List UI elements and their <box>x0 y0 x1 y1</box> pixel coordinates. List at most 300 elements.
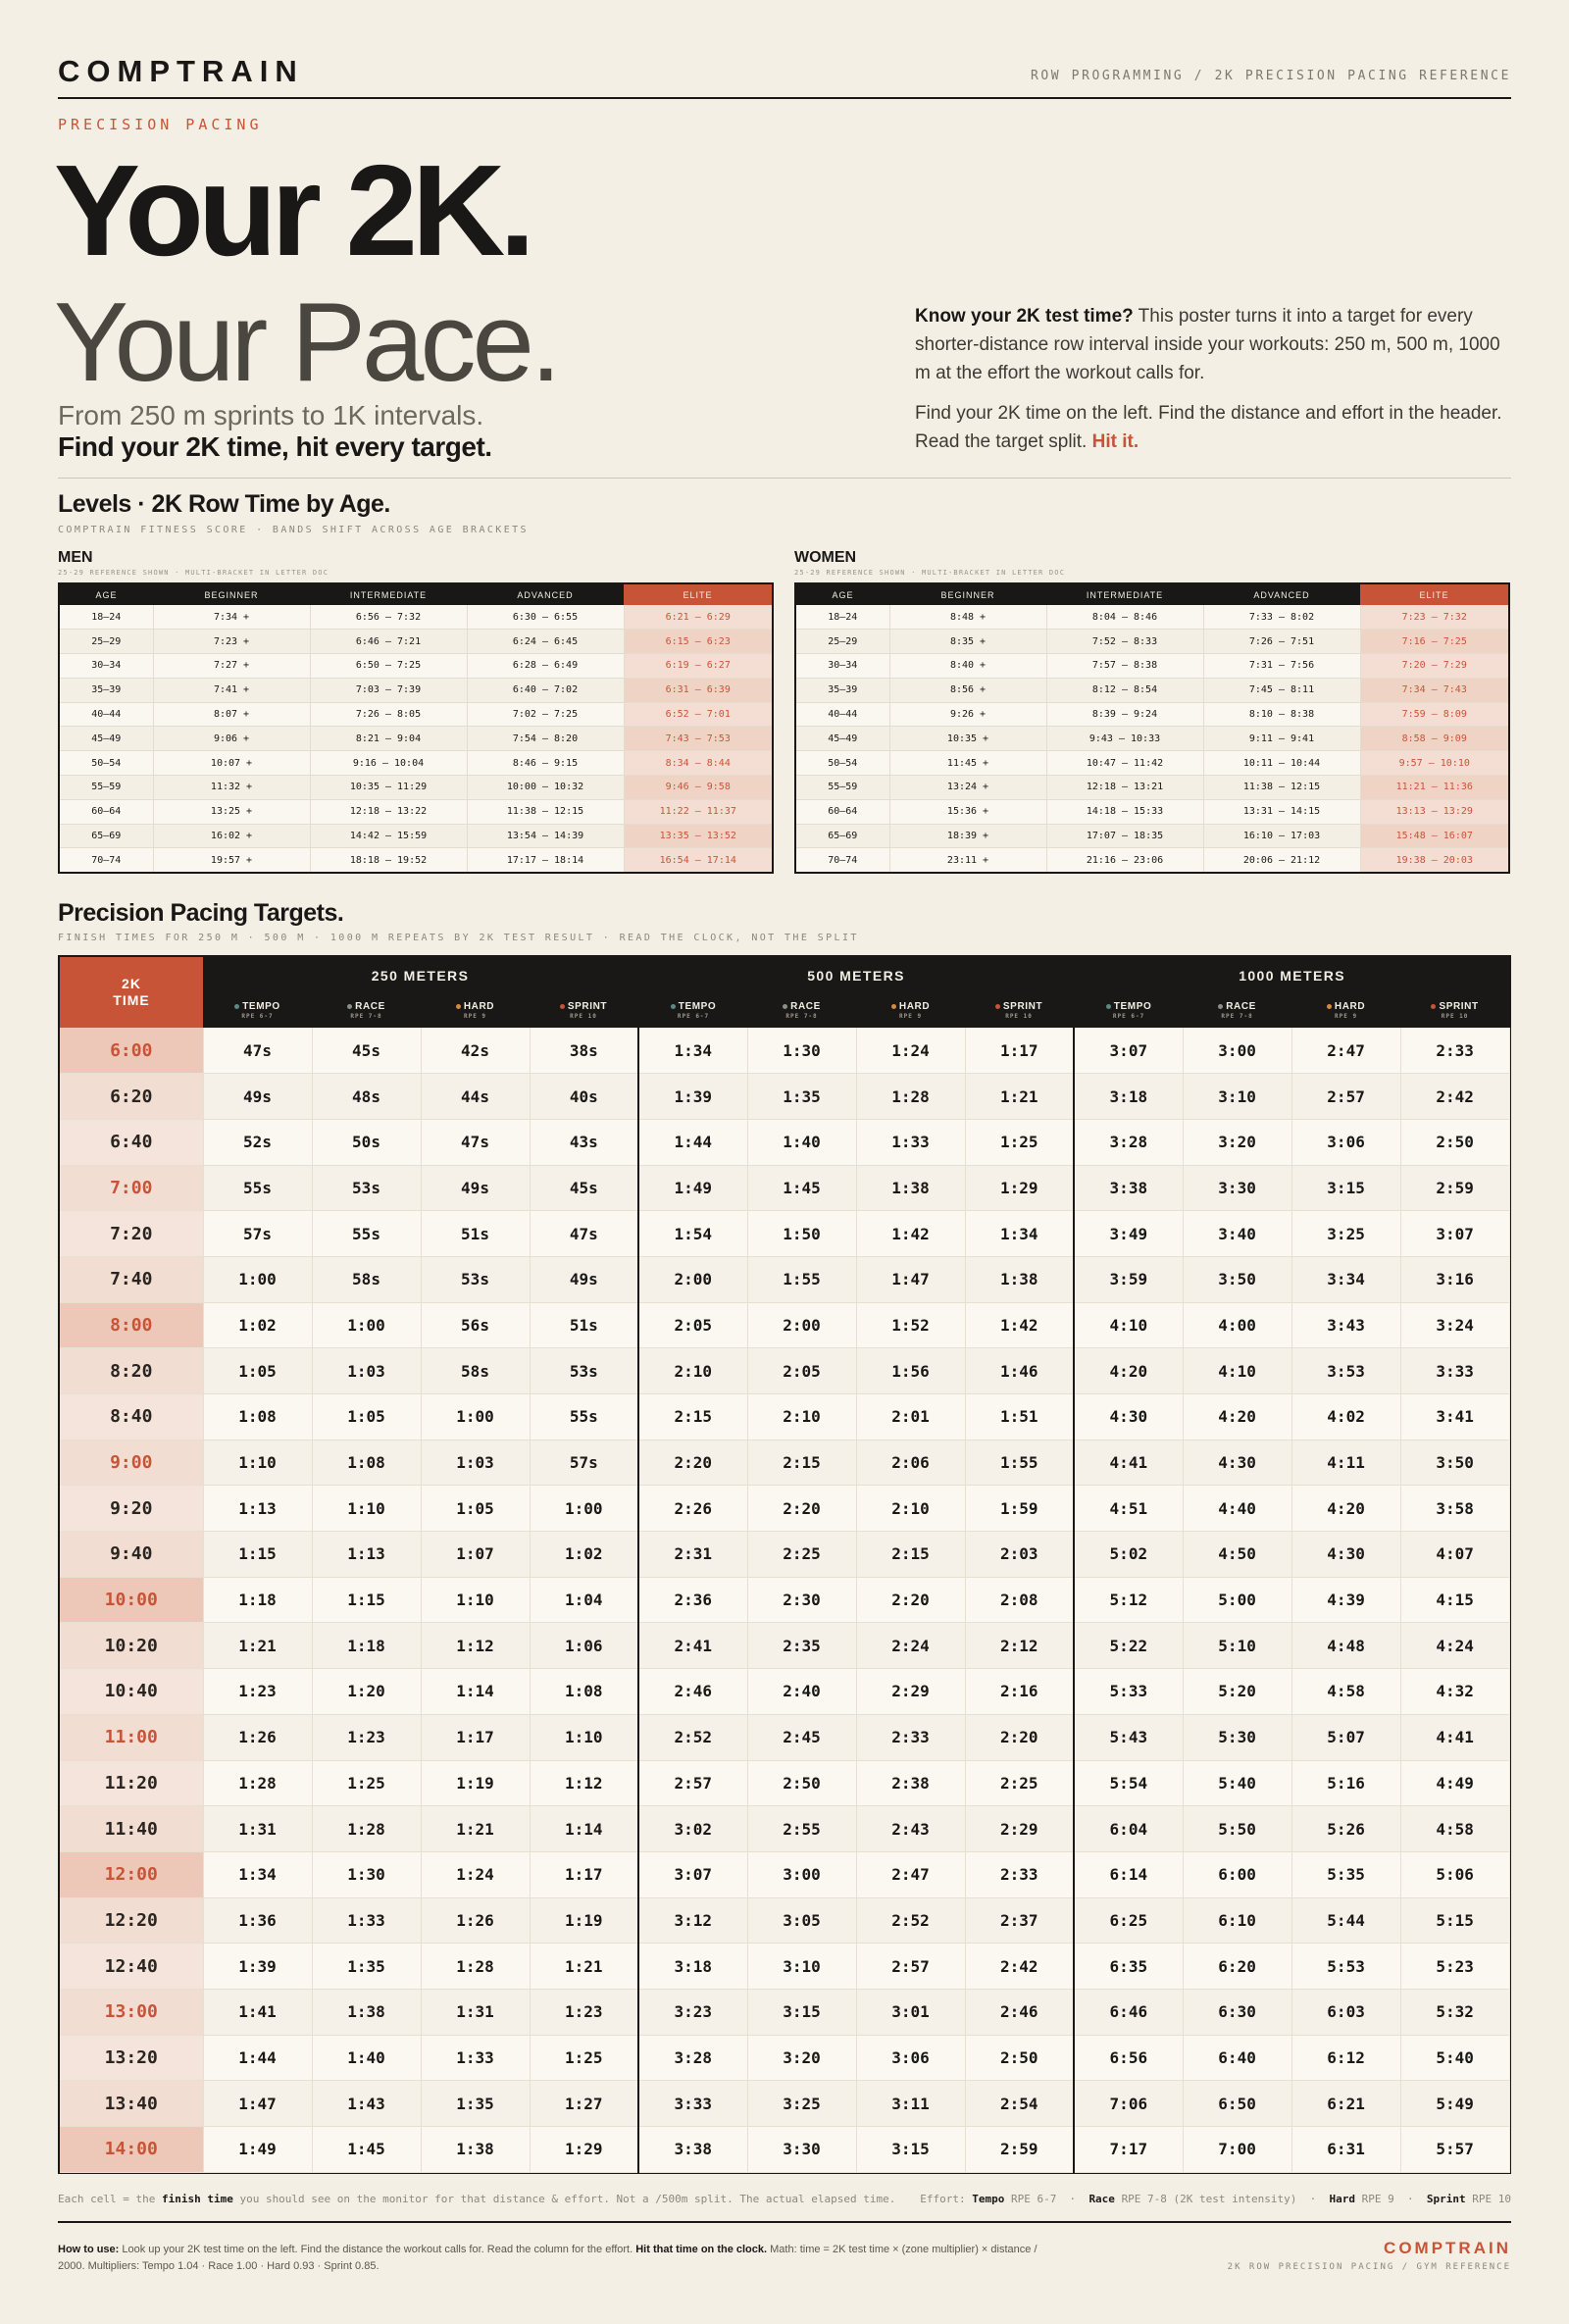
target-time-cell: 1:49 <box>638 1165 747 1211</box>
target-time-cell: 2:30 <box>747 1577 856 1623</box>
target-time-cell: 1:38 <box>312 1989 421 2035</box>
table-row <box>60 1577 1509 1623</box>
target-time-cell: 3:50 <box>1400 1440 1509 1486</box>
target-time-cell: 2:08 <box>965 1577 1074 1623</box>
level-cell: 10:11 – 10:44 <box>1203 751 1360 776</box>
target-time-cell: 5:23 <box>1400 1944 1509 1990</box>
page-title-second-line: Your Pace. <box>54 280 558 405</box>
target-time-cell: 2:50 <box>965 2035 1074 2081</box>
target-time-cell: 1:38 <box>965 1256 1074 1302</box>
table-row <box>60 1851 1509 1897</box>
target-time-cell: 1:33 <box>856 1119 965 1165</box>
target-time-cell: 4:10 <box>1074 1302 1183 1348</box>
target-time-cell: 1:02 <box>530 1532 638 1578</box>
target-time-cell: 2:57 <box>856 1944 965 1990</box>
table-row <box>795 678 1509 702</box>
target-time-cell: 1:04 <box>530 1577 638 1623</box>
target-time-cell: 2:12 <box>965 1623 1074 1669</box>
age-cell: 60–64 <box>795 799 889 824</box>
zone-rpe: RPE 10 <box>570 1013 597 1020</box>
target-time-cell: 1:10 <box>530 1714 638 1760</box>
zone-label: RACE <box>747 1001 856 1012</box>
level-cell: 9:46 – 9:58 <box>624 776 773 800</box>
test-time-cell: 11:00 <box>60 1714 203 1760</box>
level-cell: 10:07 + <box>153 751 310 776</box>
intro-instructions: Find your 2K time on the left. Find the distance and effort in the header. Read the target split. <box>915 403 1502 452</box>
level-cell: 15:36 + <box>889 799 1046 824</box>
target-time-cell: 3:07 <box>1400 1211 1509 1257</box>
level-cell: 13:54 – 14:39 <box>467 824 624 848</box>
target-time-cell: 3:11 <box>856 2081 965 2127</box>
target-time-cell: 4:20 <box>1291 1486 1400 1532</box>
effort-tempo-rpe: RPE 6-7 <box>1010 2193 1057 2205</box>
age-cell: 55–59 <box>795 776 889 800</box>
level-cell: 7:27 + <box>153 654 310 679</box>
table-row <box>795 702 1509 727</box>
target-time-cell: 52s <box>203 1119 312 1165</box>
target-time-cell: 6:35 <box>1074 1944 1183 1990</box>
test-time-cell: 12:00 <box>60 1851 203 1897</box>
target-time-cell: 5:49 <box>1400 2081 1509 2127</box>
zone-rpe: RPE 9 <box>463 1013 487 1020</box>
target-time-cell: 1:17 <box>421 1714 530 1760</box>
target-time-cell: 1:06 <box>530 1623 638 1669</box>
level-cell: 6:52 – 7:01 <box>624 702 773 727</box>
target-time-cell: 1:35 <box>421 2081 530 2127</box>
test-time-cell: 6:40 <box>60 1119 203 1165</box>
target-time-cell: 3:23 <box>638 1989 747 2035</box>
level-cell: 7:23 + <box>153 630 310 654</box>
table-row <box>795 630 1509 654</box>
target-time-cell: 1:21 <box>965 1074 1074 1120</box>
target-time-cell: 1:10 <box>421 1577 530 1623</box>
table-row <box>60 2035 1509 2081</box>
age-cell: 60–64 <box>59 799 153 824</box>
target-time-cell: 7:17 <box>1074 2127 1183 2173</box>
table-row <box>60 2127 1509 2173</box>
target-time-cell: 43s <box>530 1119 638 1165</box>
women-note: 25-29 REFERENCE SHOWN · MULTI-BRACKET IN LETTER DOC <box>794 569 1066 577</box>
level-cell: 11:38 – 12:15 <box>467 799 624 824</box>
table-row <box>59 776 773 800</box>
target-time-cell: 1:28 <box>312 1806 421 1852</box>
target-time-cell: 4:30 <box>1183 1440 1291 1486</box>
zone-label: SPRINT <box>965 1001 1073 1012</box>
target-time-cell: 2:01 <box>856 1394 965 1440</box>
level-cell: 11:32 + <box>153 776 310 800</box>
target-time-cell: 49s <box>530 1256 638 1302</box>
divider <box>58 478 1511 479</box>
target-time-cell: 2:46 <box>965 1989 1074 2035</box>
level-cell: 8:46 – 9:15 <box>467 751 624 776</box>
target-time-cell: 3:15 <box>747 1989 856 2035</box>
level-cell: 13:13 – 13:29 <box>1360 799 1509 824</box>
target-time-cell: 1:08 <box>203 1394 312 1440</box>
zone-header-race <box>312 993 421 1028</box>
target-time-cell: 1:33 <box>312 1897 421 1944</box>
target-time-cell: 2:33 <box>965 1851 1074 1897</box>
test-time-cell: 13:40 <box>60 2081 203 2127</box>
target-time-cell: 5:35 <box>1291 1851 1400 1897</box>
target-time-cell: 1:44 <box>203 2035 312 2081</box>
target-time-cell: 1:45 <box>747 1165 856 1211</box>
level-cell: 20:06 – 21:12 <box>1203 848 1360 873</box>
target-time-cell: 5:22 <box>1074 1623 1183 1669</box>
target-time-cell: 3:07 <box>638 1851 747 1897</box>
age-cell: 35–39 <box>795 678 889 702</box>
zone-header-hard <box>1291 993 1400 1028</box>
target-time-cell: 38s <box>530 1028 638 1074</box>
target-time-cell: 1:07 <box>421 1532 530 1578</box>
target-time-cell: 3:07 <box>1074 1028 1183 1074</box>
level-cell: 16:02 + <box>153 824 310 848</box>
target-time-cell: 1:55 <box>747 1256 856 1302</box>
target-time-cell: 4:49 <box>1400 1760 1509 1806</box>
target-time-cell: 1:00 <box>421 1394 530 1440</box>
target-time-cell: 6:25 <box>1074 1897 1183 1944</box>
target-time-cell: 1:46 <box>965 1348 1074 1394</box>
target-time-cell: 6:46 <box>1074 1989 1183 2035</box>
zone-rpe: RPE 6-7 <box>1112 1013 1145 1020</box>
target-time-cell: 2:57 <box>1291 1074 1400 1120</box>
target-time-cell: 1:34 <box>965 1211 1074 1257</box>
level-cell: 8:35 + <box>889 630 1046 654</box>
intro-lead: Know your 2K test time? <box>915 306 1134 327</box>
target-time-cell: 49s <box>421 1165 530 1211</box>
column-header-elite: ELITE <box>624 583 773 605</box>
men-label: MEN <box>58 549 93 566</box>
target-time-cell: 1:28 <box>203 1760 312 1806</box>
level-cell: 23:11 + <box>889 848 1046 873</box>
effort-hard: Hard <box>1329 2193 1355 2205</box>
zone-dot-icon <box>560 1004 565 1009</box>
target-time-cell: 1:27 <box>530 2081 638 2127</box>
target-time-cell: 58s <box>312 1256 421 1302</box>
table-row <box>60 1074 1509 1120</box>
target-time-cell: 3:20 <box>747 2035 856 2081</box>
target-time-cell: 2:35 <box>747 1623 856 1669</box>
test-time-cell: 10:00 <box>60 1577 203 1623</box>
level-cell: 6:50 – 7:25 <box>310 654 467 679</box>
target-time-cell: 5:57 <box>1400 2127 1509 2173</box>
test-time-cell: 13:00 <box>60 1989 203 2035</box>
test-time-cell: 7:00 <box>60 1165 203 1211</box>
corner-line-2: TIME <box>113 992 150 1008</box>
target-time-cell: 6:10 <box>1183 1897 1291 1944</box>
target-time-cell: 3:50 <box>1183 1256 1291 1302</box>
test-time-cell: 8:00 <box>60 1302 203 1348</box>
men-levels-table <box>58 582 774 874</box>
target-time-cell: 3:10 <box>1183 1074 1291 1120</box>
target-time-cell: 51s <box>530 1302 638 1348</box>
column-header-age: AGE <box>795 583 889 605</box>
target-time-cell: 4:11 <box>1291 1440 1400 1486</box>
level-cell: 8:07 + <box>153 702 310 727</box>
level-cell: 8:58 – 9:09 <box>1360 727 1509 751</box>
level-cell: 7:26 – 7:51 <box>1203 630 1360 654</box>
level-cell: 17:17 – 18:14 <box>467 848 624 873</box>
target-time-cell: 55s <box>312 1211 421 1257</box>
effort-sprint-rpe: RPE 10 <box>1472 2193 1511 2205</box>
zone-dot-icon <box>1431 1004 1436 1009</box>
target-time-cell: 1:21 <box>203 1623 312 1669</box>
target-time-cell: 4:41 <box>1074 1440 1183 1486</box>
table-row <box>59 848 773 873</box>
target-time-cell: 3:02 <box>638 1806 747 1852</box>
target-time-cell: 1:55 <box>965 1440 1074 1486</box>
age-cell: 40–44 <box>795 702 889 727</box>
target-time-cell: 5:06 <box>1400 1851 1509 1897</box>
table-row <box>59 727 773 751</box>
level-cell: 7:34 – 7:43 <box>1360 678 1509 702</box>
target-time-cell: 1:28 <box>421 1944 530 1990</box>
kicker: PRECISION PACING <box>58 116 263 133</box>
test-time-cell: 9:20 <box>60 1486 203 1532</box>
target-time-cell: 1:08 <box>312 1440 421 1486</box>
age-cell: 25–29 <box>795 630 889 654</box>
target-time-cell: 1:12 <box>530 1760 638 1806</box>
level-cell: 7:31 – 7:56 <box>1203 654 1360 679</box>
table-row <box>795 654 1509 679</box>
column-header-beginner: BEGINNER <box>889 583 1046 605</box>
target-time-cell: 1:34 <box>203 1851 312 1897</box>
level-cell: 7:45 – 8:11 <box>1203 678 1360 702</box>
target-time-cell: 5:00 <box>1183 1577 1291 1623</box>
target-time-cell: 3:16 <box>1400 1256 1509 1302</box>
howto-text: Look up your 2K test time on the left. Find the distance the workout calls for. Read the column for the effort. <box>119 2244 636 2255</box>
target-time-cell: 1:05 <box>203 1348 312 1394</box>
level-cell: 6:40 – 7:02 <box>467 678 624 702</box>
target-time-cell: 2:24 <box>856 1623 965 1669</box>
target-time-cell: 2:00 <box>638 1256 747 1302</box>
target-time-cell: 2:20 <box>747 1486 856 1532</box>
women-label: WOMEN <box>794 549 857 566</box>
zone-header-sprint <box>530 993 638 1028</box>
level-cell: 10:47 – 11:42 <box>1046 751 1203 776</box>
level-cell: 7:33 – 8:02 <box>1203 605 1360 630</box>
target-time-cell: 6:14 <box>1074 1851 1183 1897</box>
table-row <box>60 1486 1509 1532</box>
target-time-cell: 1:34 <box>638 1028 747 1074</box>
footer-breadcrumb: 2K ROW PRECISION PACING / GYM REFERENCE <box>1227 2262 1511 2272</box>
zone-header-hard <box>421 993 530 1028</box>
target-time-cell: 2:29 <box>856 1669 965 1715</box>
level-cell: 6:15 – 6:23 <box>624 630 773 654</box>
target-time-cell: 47s <box>421 1119 530 1165</box>
zone-rpe: RPE 9 <box>1335 1013 1358 1020</box>
target-time-cell: 2:52 <box>638 1714 747 1760</box>
target-time-cell: 3:05 <box>747 1897 856 1944</box>
target-time-cell: 1:47 <box>203 2081 312 2127</box>
age-cell: 50–54 <box>795 751 889 776</box>
target-time-cell: 40s <box>530 1074 638 1120</box>
level-cell: 15:48 – 16:07 <box>1360 824 1509 848</box>
age-cell: 45–49 <box>59 727 153 751</box>
level-cell: 11:21 – 11:36 <box>1360 776 1509 800</box>
target-time-cell: 1:31 <box>421 1989 530 2035</box>
level-cell: 12:18 – 13:22 <box>310 799 467 824</box>
target-time-cell: 1:38 <box>421 2127 530 2173</box>
target-time-cell: 3:41 <box>1400 1394 1509 1440</box>
target-time-cell: 49s <box>203 1074 312 1120</box>
target-time-cell: 1:24 <box>856 1028 965 1074</box>
target-time-cell: 2:05 <box>747 1348 856 1394</box>
level-cell: 16:54 – 17:14 <box>624 848 773 873</box>
test-time-cell: 12:20 <box>60 1897 203 1944</box>
target-time-cell: 4:41 <box>1400 1714 1509 1760</box>
target-time-cell: 1:05 <box>312 1394 421 1440</box>
zone-header-sprint <box>1400 993 1509 1028</box>
zone-label: RACE <box>1183 1001 1291 1012</box>
target-time-cell: 1:02 <box>203 1302 312 1348</box>
target-time-cell: 1:14 <box>421 1669 530 1715</box>
test-time-cell: 12:40 <box>60 1944 203 1990</box>
target-time-cell: 53s <box>421 1256 530 1302</box>
level-cell: 9:26 + <box>889 702 1046 727</box>
level-cell: 13:25 + <box>153 799 310 824</box>
intro-body: This poster turns it into a target for every shorter-distance row interval inside your workouts: 250 m, 500 m, 1000 m at the effort the workout calls for. <box>915 306 1500 383</box>
level-cell: 9:43 – 10:33 <box>1046 727 1203 751</box>
level-cell: 7:41 + <box>153 678 310 702</box>
level-cell: 11:45 + <box>889 751 1046 776</box>
footer-divider <box>58 2221 1511 2223</box>
effort-tempo: Tempo <box>972 2193 1005 2205</box>
level-cell: 7:54 – 8:20 <box>467 727 624 751</box>
table-row <box>795 799 1509 824</box>
target-time-cell: 2:25 <box>747 1532 856 1578</box>
target-time-cell: 4:30 <box>1074 1394 1183 1440</box>
target-time-cell: 1:39 <box>203 1944 312 1990</box>
target-time-cell: 3:40 <box>1183 1211 1291 1257</box>
level-cell: 8:40 + <box>889 654 1046 679</box>
table-row <box>795 776 1509 800</box>
target-time-cell: 2:55 <box>747 1806 856 1852</box>
subtitle-bold: Find your 2K time, hit every target. <box>58 431 492 462</box>
target-time-cell: 1:40 <box>312 2035 421 2081</box>
target-time-cell: 3:28 <box>1074 1119 1183 1165</box>
test-time-cell: 8:20 <box>60 1348 203 1394</box>
effort-legend: Effort: Tempo RPE 6-7 · Race RPE 7-8 (2K test intensity) · Hard RPE 9 · Sprint RPE 10 <box>920 2193 1511 2205</box>
level-cell: 7:26 – 8:05 <box>310 702 467 727</box>
target-time-cell: 5:10 <box>1183 1623 1291 1669</box>
target-time-cell: 1:25 <box>965 1119 1074 1165</box>
header-bar <box>58 54 1511 99</box>
target-time-cell: 2:33 <box>856 1714 965 1760</box>
table-row <box>60 1806 1509 1852</box>
level-cell: 10:35 – 11:29 <box>310 776 467 800</box>
table-row <box>795 848 1509 873</box>
table-row <box>795 605 1509 630</box>
level-cell: 8:04 – 8:46 <box>1046 605 1203 630</box>
target-time-cell: 5:40 <box>1183 1760 1291 1806</box>
target-time-cell: 1:00 <box>203 1256 312 1302</box>
page-title: Your 2K. <box>54 138 530 282</box>
table-row <box>60 1256 1509 1302</box>
level-cell: 8:34 – 8:44 <box>624 751 773 776</box>
age-cell: 65–69 <box>795 824 889 848</box>
target-time-cell: 6:31 <box>1291 2127 1400 2173</box>
effort-sprint: Sprint <box>1426 2193 1466 2205</box>
table-row <box>60 1623 1509 1669</box>
table-row <box>60 1440 1509 1486</box>
target-time-cell: 2:20 <box>856 1577 965 1623</box>
target-time-cell: 1:19 <box>421 1760 530 1806</box>
target-time-cell: 55s <box>203 1165 312 1211</box>
target-time-cell: 1:23 <box>203 1669 312 1715</box>
corner-line-1: 2K <box>122 976 141 991</box>
target-time-cell: 1:33 <box>421 2035 530 2081</box>
target-time-cell: 2:59 <box>1400 1165 1509 1211</box>
level-cell: 6:28 – 6:49 <box>467 654 624 679</box>
target-time-cell: 1:28 <box>856 1074 965 1120</box>
zone-dot-icon <box>1327 1004 1332 1009</box>
target-time-cell: 3:38 <box>1074 1165 1183 1211</box>
footnote-text-end: you should see on the monitor for that distance & effort. Not a /500m split. The actual elapsed time. <box>232 2193 896 2205</box>
target-time-cell: 1:00 <box>312 1302 421 1348</box>
table-row <box>59 678 773 702</box>
zone-rpe: RPE 10 <box>1441 1013 1469 1020</box>
level-cell: 7:23 – 7:32 <box>1360 605 1509 630</box>
target-time-cell: 1:25 <box>312 1760 421 1806</box>
target-time-cell: 2:10 <box>638 1348 747 1394</box>
age-cell: 50–54 <box>59 751 153 776</box>
level-cell: 8:56 + <box>889 678 1046 702</box>
level-cell: 10:00 – 10:32 <box>467 776 624 800</box>
target-time-cell: 5:32 <box>1400 1989 1509 2035</box>
target-time-cell: 42s <box>421 1028 530 1074</box>
target-time-cell: 2:06 <box>856 1440 965 1486</box>
target-time-cell: 3:06 <box>856 2035 965 2081</box>
zone-header-race <box>1183 993 1291 1028</box>
zone-dot-icon <box>995 1004 1000 1009</box>
test-time-cell: 11:20 <box>60 1760 203 1806</box>
level-cell: 12:18 – 13:21 <box>1046 776 1203 800</box>
level-cell: 19:38 – 20:03 <box>1360 848 1509 873</box>
target-time-cell: 1:17 <box>530 1851 638 1897</box>
target-time-cell: 2:47 <box>1291 1028 1400 1074</box>
subtitle: From 250 m sprints to 1K intervals. <box>58 400 484 430</box>
target-time-cell: 5:43 <box>1074 1714 1183 1760</box>
level-cell: 6:30 – 6:55 <box>467 605 624 630</box>
footnote <box>58 2193 1511 2205</box>
target-time-cell: 3:33 <box>638 2081 747 2127</box>
target-time-cell: 1:23 <box>530 1989 638 2035</box>
level-cell: 8:10 – 8:38 <box>1203 702 1360 727</box>
target-time-cell: 3:30 <box>1183 1165 1291 1211</box>
table-row <box>60 1211 1509 1257</box>
target-time-cell: 2:20 <box>638 1440 747 1486</box>
zone-rpe: RPE 7-8 <box>785 1013 818 1020</box>
target-time-cell: 1:38 <box>856 1165 965 1211</box>
corner-2k-time-header <box>60 957 203 1028</box>
table-row <box>795 751 1509 776</box>
target-time-cell: 5:53 <box>1291 1944 1400 1990</box>
target-time-cell: 44s <box>421 1074 530 1120</box>
target-time-cell: 6:50 <box>1183 2081 1291 2127</box>
target-time-cell: 3:18 <box>638 1944 747 1990</box>
target-time-cell: 1:30 <box>312 1851 421 1897</box>
target-time-cell: 1:44 <box>638 1119 747 1165</box>
target-time-cell: 1:42 <box>856 1211 965 1257</box>
target-time-cell: 4:40 <box>1183 1486 1291 1532</box>
target-time-cell: 47s <box>203 1028 312 1074</box>
age-cell: 55–59 <box>59 776 153 800</box>
age-cell: 30–34 <box>795 654 889 679</box>
target-time-cell: 45s <box>312 1028 421 1074</box>
column-header-advanced: ADVANCED <box>1203 583 1360 605</box>
target-time-cell: 4:15 <box>1400 1577 1509 1623</box>
brand-logo: COMPTRAIN <box>58 54 304 88</box>
